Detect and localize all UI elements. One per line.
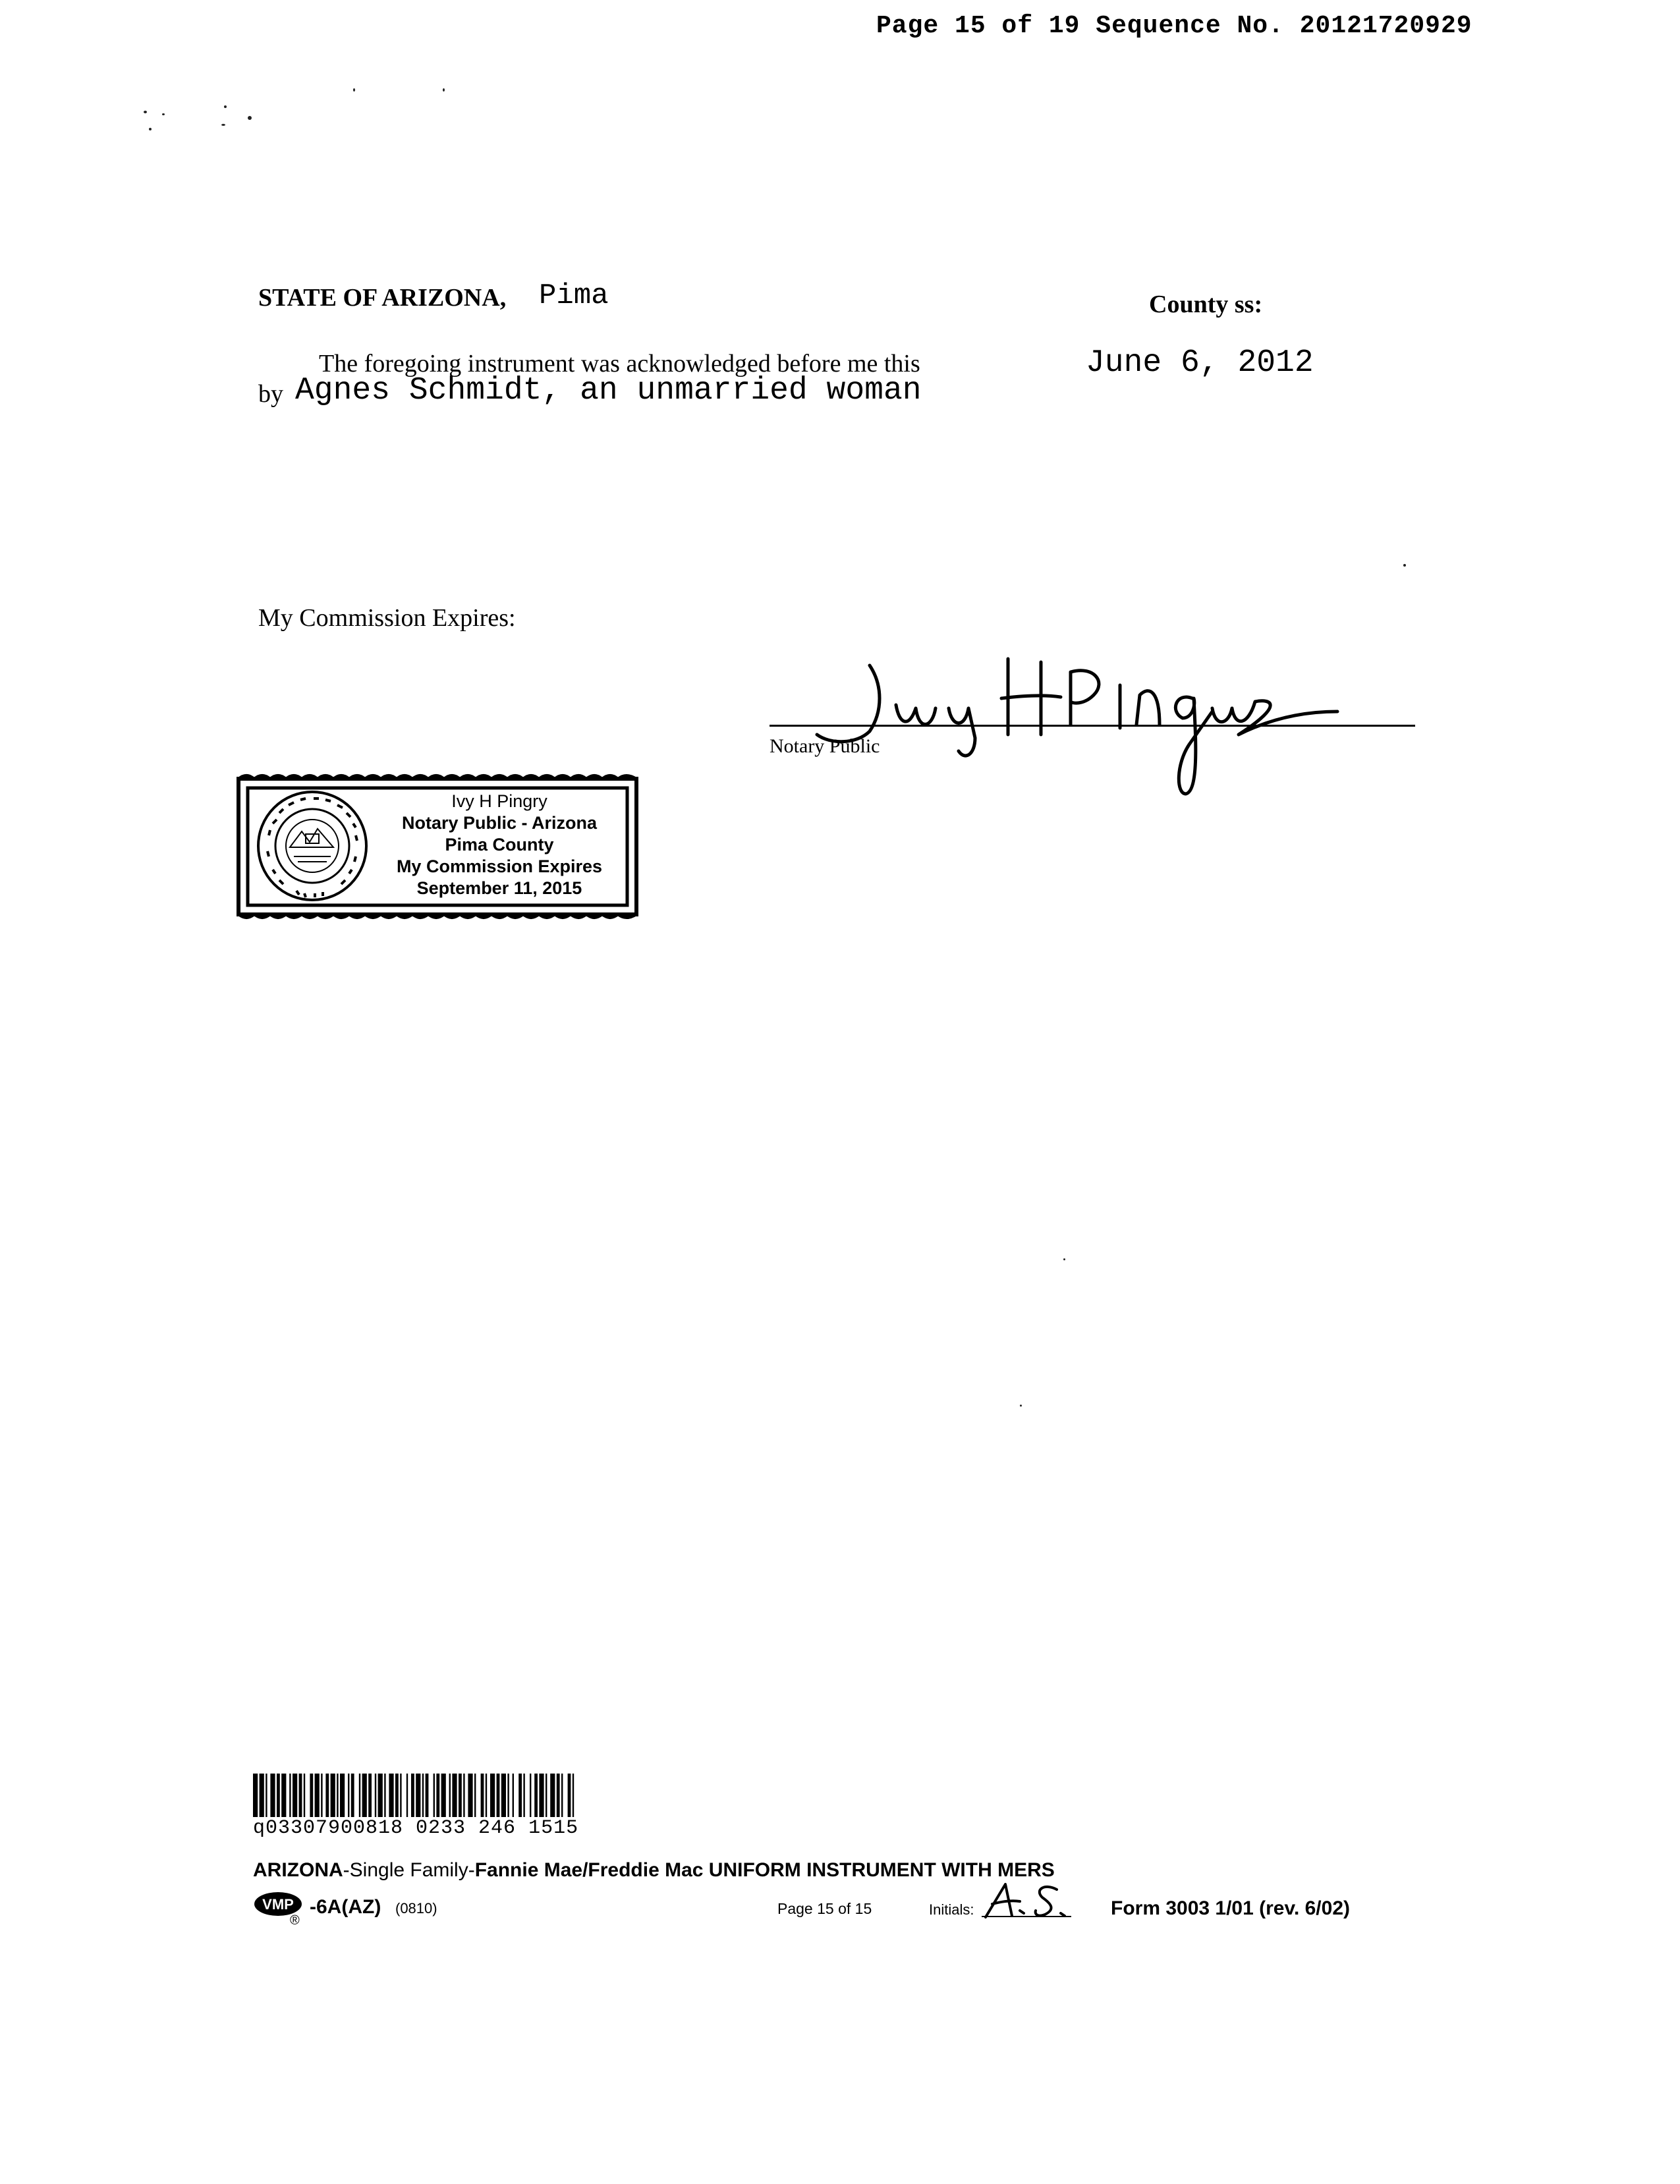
form-code: -6A(AZ) xyxy=(310,1896,381,1918)
barcode-bar xyxy=(304,1774,305,1817)
form-title-type: -Single Family- xyxy=(343,1859,475,1881)
sequence-label: Sequence No. xyxy=(1096,12,1284,40)
barcode-bar xyxy=(449,1774,451,1817)
scan-speck xyxy=(221,124,225,126)
scan-speck xyxy=(1403,564,1406,567)
barcode-bar xyxy=(331,1774,335,1817)
barcode-bar xyxy=(426,1774,429,1817)
state-label: STATE OF ARIZONA, xyxy=(258,284,507,312)
barcode-bar xyxy=(497,1774,500,1817)
barcode-bar xyxy=(530,1774,531,1817)
barcode-bar xyxy=(400,1774,401,1817)
scan-speck xyxy=(1020,1405,1022,1407)
barcode-number: q03307900818 0233 246 1515 xyxy=(253,1817,579,1839)
barcode-bar xyxy=(340,1774,345,1817)
initials-label: Initials: xyxy=(929,1901,974,1918)
barcode-bar xyxy=(436,1774,439,1817)
barcode-bar xyxy=(422,1774,424,1817)
signature-line xyxy=(770,725,1415,727)
vmp-logo-text: VMP xyxy=(262,1896,294,1913)
barcode-bar xyxy=(337,1774,338,1817)
acknowledgment-text: The foregoing instrument was acknowledged before me this xyxy=(319,350,920,378)
barcode-bar xyxy=(463,1774,464,1817)
registered-mark: ® xyxy=(290,1913,300,1928)
barcode-bar xyxy=(486,1774,487,1817)
barcode-bar xyxy=(507,1774,509,1817)
stamp-notary-name: Ivy H Pingry xyxy=(451,791,547,811)
barcode-bar xyxy=(277,1774,280,1817)
sequence-number: 20121720929 xyxy=(1299,12,1472,40)
scan-speck xyxy=(162,113,165,115)
barcode-bar xyxy=(434,1774,435,1817)
barcode-bar xyxy=(368,1774,372,1817)
barcode-bar xyxy=(441,1774,446,1817)
form-title-state: ARIZONA xyxy=(253,1859,343,1881)
form-page-indicator: Page 15 of 15 xyxy=(777,1900,872,1917)
scan-speck xyxy=(1063,1258,1065,1260)
barcode-bar xyxy=(266,1774,267,1817)
stamp-expires-date: September 11, 2015 xyxy=(416,878,582,898)
barcode-bar xyxy=(518,1774,522,1817)
barcode-bar xyxy=(289,1774,291,1817)
barcode-icon xyxy=(253,1774,708,1817)
commission-expires-label: My Commission Expires: xyxy=(258,604,516,632)
barcode-bar xyxy=(293,1774,297,1817)
barcode-bar xyxy=(411,1774,414,1817)
page-header xyxy=(876,12,1472,40)
barcode-bar xyxy=(310,1774,313,1817)
scan-speck xyxy=(224,105,227,108)
initials-signature-icon xyxy=(979,1878,1084,1924)
barcode-bar xyxy=(550,1774,555,1817)
barcode-bar xyxy=(481,1774,484,1817)
barcode-bar xyxy=(281,1774,286,1817)
barcode-bar xyxy=(490,1774,495,1817)
barcode-bar xyxy=(474,1774,476,1817)
notary-public-label: Notary Public xyxy=(770,735,880,757)
form-revision-code: (0810) xyxy=(395,1900,437,1917)
scan-speck xyxy=(248,116,252,120)
page-indicator: Page 15 of 19 xyxy=(876,12,1080,40)
barcode-bar xyxy=(395,1774,399,1817)
acknowledgment-date: June 6, 2012 xyxy=(1086,345,1314,381)
barcode-bar xyxy=(452,1774,457,1817)
county-value: Pima xyxy=(539,279,609,312)
by-label: by xyxy=(258,380,283,408)
barcode-bar xyxy=(260,1774,264,1817)
barcode-bar xyxy=(321,1774,322,1817)
scan-speck xyxy=(144,111,147,113)
barcode-bar xyxy=(406,1774,408,1817)
barcode-bar xyxy=(534,1774,538,1817)
barcode-bar xyxy=(501,1774,506,1817)
barcode-bar xyxy=(378,1774,383,1817)
barcode-bar xyxy=(325,1774,329,1817)
form-title-rest: Fannie Mae/Freddie Mac UNIFORM INSTRUMENT WITH MERS xyxy=(474,1859,1055,1881)
notary-signature-icon xyxy=(810,646,1351,797)
signer-name: Agnes Schmidt, an unmarried woman xyxy=(295,373,922,408)
barcode-bar xyxy=(416,1774,420,1817)
barcode-bar xyxy=(351,1774,354,1817)
barcode-bar xyxy=(362,1774,367,1817)
barcode-bar xyxy=(573,1774,574,1817)
barcode-bar xyxy=(539,1774,544,1817)
stamp-county: Pima County xyxy=(445,835,554,854)
form-number: Form 3003 1/01 (rev. 6/02) xyxy=(1111,1897,1350,1919)
barcode-bar xyxy=(513,1774,514,1817)
barcode-bar xyxy=(348,1774,349,1817)
arizona-seal-icon xyxy=(258,792,366,900)
barcode-bar xyxy=(546,1774,547,1817)
stamp-notary-title: Notary Public - Arizona xyxy=(401,813,598,833)
barcode-bar xyxy=(389,1774,393,1817)
barcode-bar xyxy=(359,1774,360,1817)
barcode-bar xyxy=(468,1774,472,1817)
barcode-bar xyxy=(315,1774,320,1817)
barcode-bar xyxy=(270,1774,275,1817)
county-ss-label: County ss: xyxy=(1149,291,1263,318)
stamp-text xyxy=(361,791,638,899)
barcode-bar xyxy=(459,1774,462,1817)
barcode-bar xyxy=(375,1774,376,1817)
stamp-expires-label: My Commission Expires xyxy=(396,856,603,876)
scan-speck xyxy=(353,88,355,92)
barcode-bar xyxy=(561,1774,563,1817)
barcode-bar xyxy=(568,1774,571,1817)
form-title xyxy=(253,1859,1055,1882)
barcode-bar xyxy=(299,1774,302,1817)
scan-speck xyxy=(443,88,445,92)
barcode-bar xyxy=(253,1774,258,1817)
barcode-bar xyxy=(557,1774,560,1817)
scan-speck xyxy=(149,128,152,130)
barcode-bar xyxy=(523,1774,524,1817)
barcode-bar xyxy=(384,1774,385,1817)
